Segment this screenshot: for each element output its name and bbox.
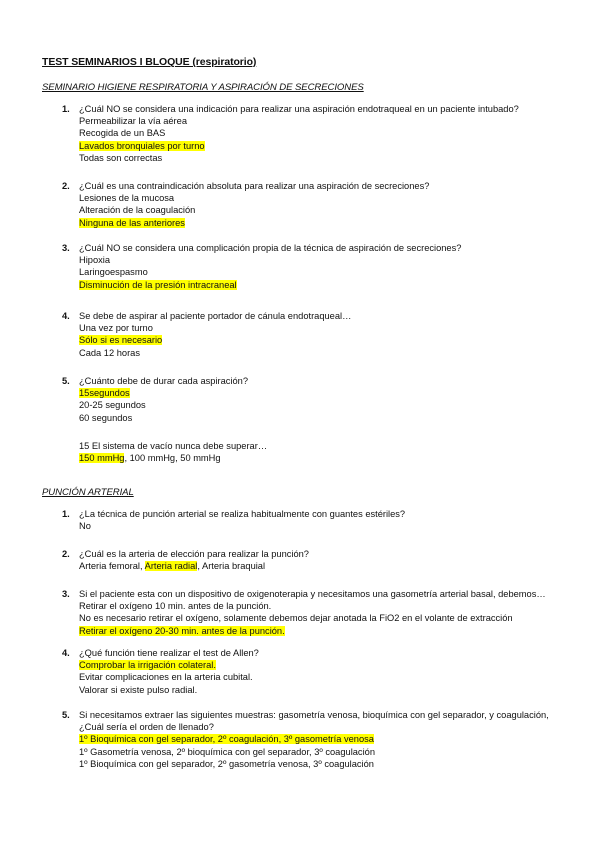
question-2-5 bbox=[62, 709, 560, 770]
option: 1º Gasometría venosa, 2º bioquímica con gel separador, 3º coagulación bbox=[79, 746, 375, 757]
question-number: 1. bbox=[62, 509, 70, 519]
question-2-3 bbox=[62, 588, 560, 637]
option-correct: 1º Bioquímica con gel separador, 2º coagulación, 3º gasometría venosa bbox=[79, 734, 374, 745]
section-heading-puncion: PUNCIÓN ARTERIAL bbox=[42, 487, 134, 498]
option-correct: 15segundos bbox=[79, 388, 130, 399]
question-text: ¿Cuál es una contraindicación absoluta para realizar una aspiración de secreciones? bbox=[79, 181, 430, 191]
option: Recogida de un BAS bbox=[79, 128, 166, 139]
question-1-2 bbox=[62, 180, 560, 229]
question-text: ¿Cuál es la arteria de elección para realizar la punción? bbox=[79, 549, 309, 559]
option: 20-25 segundos bbox=[79, 400, 146, 411]
option: No bbox=[79, 521, 91, 532]
question-1-5 bbox=[62, 375, 560, 424]
option: 1º Bioquímica con gel separador, 2º gasometría venosa, 3º coagulación bbox=[79, 758, 374, 769]
question-text: Si el paciente esta con un dispositivo de oxigenoterapia y necesitamos una gasometría arterial basal, debemos… bbox=[79, 589, 546, 599]
question-text: ¿Cuánto debe de durar cada aspiración? bbox=[79, 376, 249, 386]
option-correct: Sólo si es necesario bbox=[79, 335, 163, 346]
document-title: TEST SEMINARIOS I BLOQUE (respiratorio) bbox=[42, 56, 257, 68]
option: Hipoxia bbox=[79, 255, 111, 266]
question-2-1 bbox=[62, 508, 560, 532]
option: 60 segundos bbox=[79, 412, 133, 423]
question-number: 5. bbox=[62, 376, 70, 386]
question-1-15 bbox=[62, 440, 560, 464]
question-2-2 bbox=[62, 548, 560, 572]
option: Una vez por turno bbox=[79, 323, 153, 334]
question-text: Se debe de aspirar al paciente portador de cánula endotraqueal… bbox=[79, 311, 352, 321]
option: Permeabilizar la vía aérea bbox=[79, 116, 187, 127]
question-number: 2. bbox=[62, 181, 70, 191]
option-correct: Comprobar la irrigación colateral. bbox=[79, 660, 216, 671]
option: Todas son correctas bbox=[79, 152, 163, 163]
option: , Arteria braquial bbox=[197, 561, 266, 572]
question-text: ¿Cuál NO se considera una indicación para realizar una aspiración endotraqueal en un paciente intubado? bbox=[79, 104, 519, 114]
option: Arteria femoral, bbox=[79, 561, 145, 572]
question-text: ¿Qué función tiene realizar el test de Allen? bbox=[79, 648, 259, 658]
option: Lesiones de la mucosa bbox=[79, 193, 175, 204]
option: Retirar el oxígeno 10 min. antes de la punción. bbox=[79, 601, 272, 612]
option: Valorar si existe pulso radial. bbox=[79, 684, 198, 695]
option-correct: Disminución de la presión intracraneal bbox=[79, 279, 237, 290]
option-correct: Retirar el oxígeno 20-30 min. antes de la punción. bbox=[79, 625, 285, 636]
option: Laringoespasmo bbox=[79, 267, 148, 278]
question-1-1 bbox=[62, 103, 560, 164]
section-heading-higiene: SEMINARIO HIGIENE RESPIRATORIA Y ASPIRACIÓN DE SECRECIONES bbox=[42, 82, 364, 93]
question-1-3 bbox=[62, 242, 560, 291]
option: , 100 mmHg, 50 mmHg bbox=[124, 453, 221, 464]
option: No es necesario retirar el oxígeno, solamente debemos dejar anotada la FiO2 en el volante de extracción bbox=[79, 613, 513, 624]
option-correct: Lavados bronquiales por turno bbox=[79, 140, 205, 151]
question-text: ¿Cuál NO se considera una complicación propia de la técnica de aspiración de secreciones? bbox=[79, 243, 462, 253]
option-correct: 150 mmHg bbox=[79, 453, 125, 464]
option: Evitar complicaciones en la arteria cubital. bbox=[79, 672, 253, 683]
option: Cada 12 horas bbox=[79, 347, 140, 358]
question-number: 3. bbox=[62, 589, 70, 599]
question-text: Si necesitamos extraer las siguientes muestras: gasometría venosa, bioquímica con gel separador, y coagulación, ¿Cuál sería el orden de llenado? bbox=[79, 710, 549, 733]
question-number: 3. bbox=[62, 243, 70, 253]
question-1-4 bbox=[62, 310, 560, 359]
question-text: ¿La técnica de punción arterial se realiza habitualmente con guantes estériles? bbox=[79, 509, 406, 519]
question-number: 1. bbox=[62, 104, 70, 114]
question-number: 5. bbox=[62, 710, 70, 720]
option: Alteración de la coagulación bbox=[79, 205, 196, 216]
question-text: 15 El sistema de vacío nunca debe superar… bbox=[79, 441, 268, 451]
option-correct: Ninguna de las anteriores bbox=[79, 217, 185, 228]
option-correct: Arteria radial bbox=[144, 561, 198, 572]
question-number: 4. bbox=[62, 311, 70, 321]
question-number: 2. bbox=[62, 549, 70, 559]
question-number: 4. bbox=[62, 648, 70, 658]
question-2-4 bbox=[62, 647, 560, 696]
